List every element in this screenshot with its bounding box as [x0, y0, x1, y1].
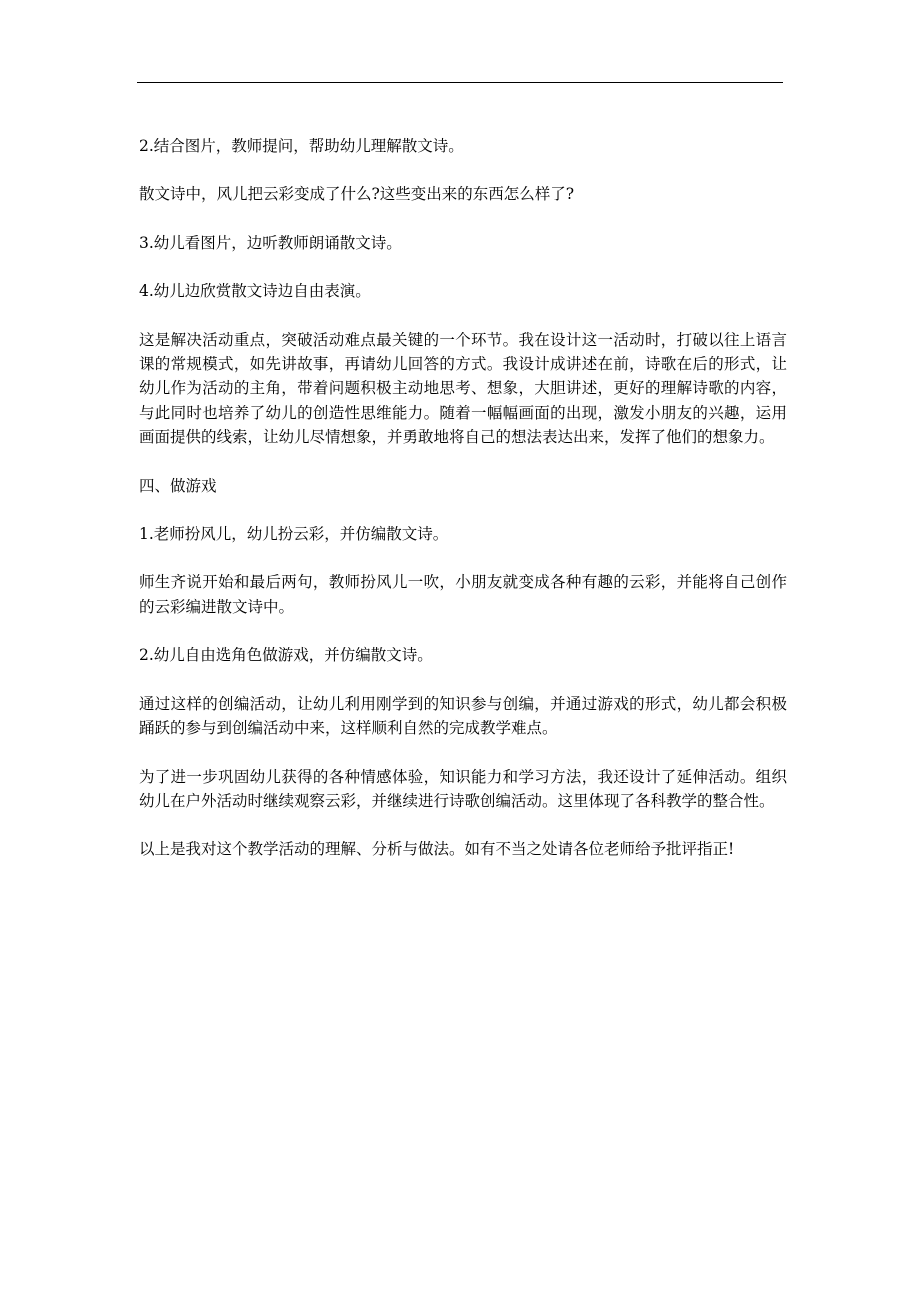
- document-body: [139, 134, 787, 862]
- header-rule: [137, 82, 783, 83]
- paragraph-step-4: 4.幼儿边欣赏散文诗边自由表演。: [139, 282, 371, 301]
- paragraph-explanation: 这是解决活动重点，突破活动难点最关键的一个环节。我在设计这一活动时，打破以往上语言课的常规模式，如先讲故事，再请幼儿回答的方式。我设计成讲述在前，诗歌在后的形式，让幼儿作为活动的主角，带着问题积极主动地思考、想象，大胆讲述，更好的理解诗歌的内容，与此同时也培养了幼儿的创造性思维能力。随着一幅幅画面的出现，激发小朋友的兴趣，运用画面提供的线索，让幼儿尽情想象，并勇敢地将自己的想法表达出来，发挥了他们的想象力。: [139, 330, 787, 447]
- paragraph-conclusion: 以上是我对这个教学活动的理解、分析与做法。如有不当之处请各位老师给予批评指正!: [139, 840, 735, 859]
- paragraph-question: 散文诗中，风儿把云彩变成了什么?这些变出来的东西怎么样了?: [139, 185, 575, 204]
- paragraph-step-2: 2.结合图片，教师提问，帮助幼儿理解散文诗。: [139, 137, 464, 155]
- section-heading-game: 四、做游戏: [139, 476, 217, 495]
- paragraph-creative-activity: 通过这样的创编活动，让幼儿利用刚学到的知识参与创编，并通过游戏的形式，幼儿都会积极踊跃的参与到创编活动中来，这样顺利自然的完成教学难点。: [139, 694, 787, 738]
- paragraph-game-step-1: 1.老师扮风儿，幼儿扮云彩，并仿编散文诗。: [139, 525, 449, 544]
- paragraph-game-step-2: 2.幼儿自由选角色做游戏，并仿编散文诗。: [139, 646, 433, 665]
- paragraph-game-description: 师生齐说开始和最后两句，教师扮风儿一吹，小朋友就变成各种有趣的云彩，并能将自己创作的云彩编进散文诗中。: [139, 573, 787, 616]
- paragraph-step-3: 3.幼儿看图片，边听教师朗诵散文诗。: [139, 233, 402, 252]
- paragraph-extension-activity: 为了进一步巩固幼儿获得的各种情感体验，知识能力和学习方法，我还设计了延伸活动。组织幼儿在户外活动时继续观察云彩，并继续进行诗歌创编活动。这里体现了各科教学的整合性。: [139, 767, 787, 810]
